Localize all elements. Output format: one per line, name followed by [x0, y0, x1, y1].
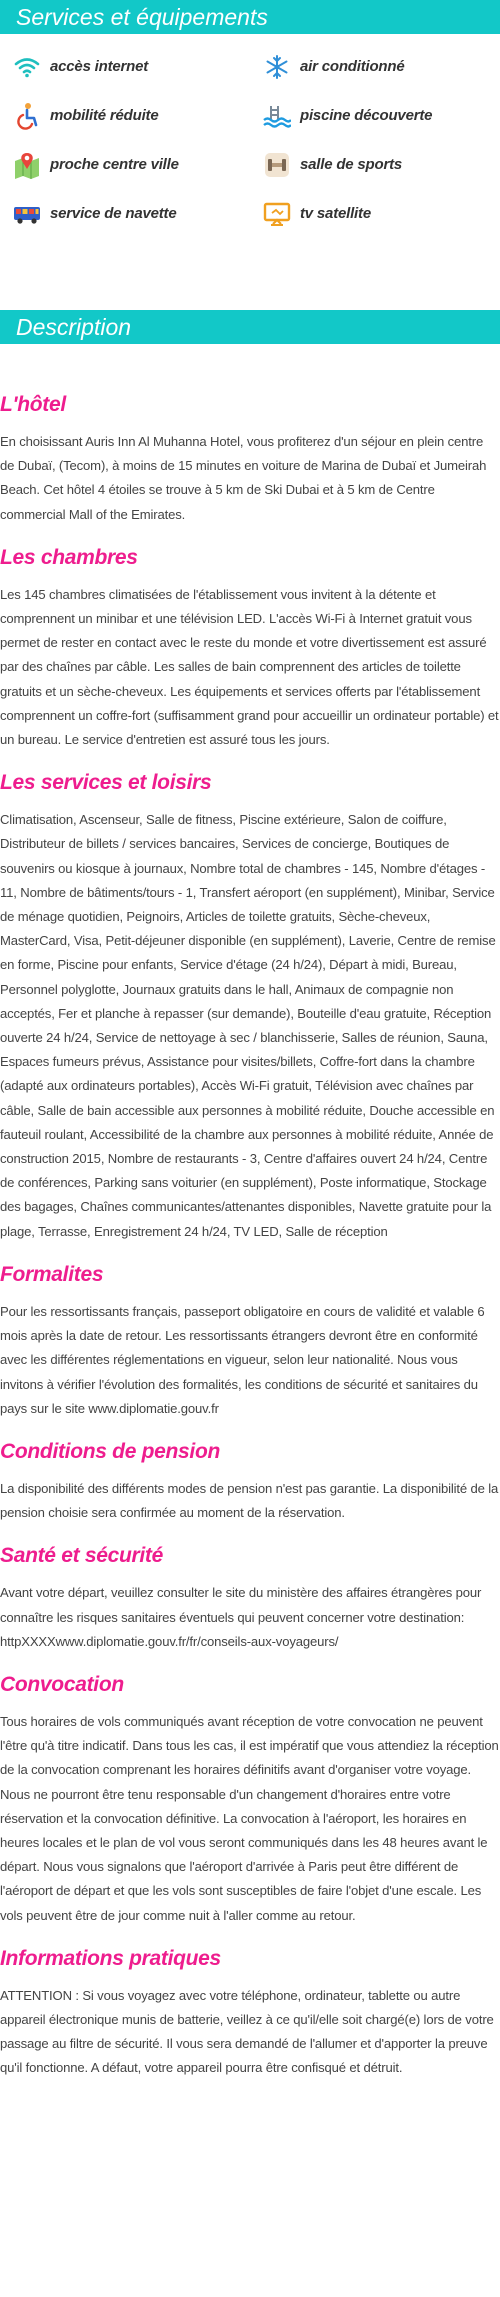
service-item-air-conditioning [250, 42, 500, 91]
gym-icon [262, 150, 292, 180]
wifi-icon [12, 52, 42, 82]
service-item-gym [250, 140, 500, 189]
service-label: mobilité réduite [50, 107, 159, 124]
description-body [0, 392, 500, 2081]
section-heading-health-safety: Santé et sécurité [0, 1544, 163, 1568]
section-text-services-leisure: Climatisation, Ascenseur, Salle de fitness, Piscine extérieure, Salon de coiffure, Distributeur de billets / services bancaires, Services de concierge, Boutiques de souvenirs ou kiosque à journaux, Nombre total de chambres - 145, Nombre d'étages - 11, Nombre de bâtiments/tours - 1, Transfert aéroport (en supplément), Minibar, Service de ménage quotidien, Peignoirs, Articles de toilette gratuits, Sèche-cheveux, MasterCard, Visa, Petit-déjeuner disponible (en supplément), Laverie, Centre de remise en forme, Piscine pour enfants, Service d'étage (24 h/24), Départ à midi, Bureau, Personnel polyglotte, Journaux gratuits dans le hall, Animaux de compagnie non acceptés, Fer et planche à repasser (sur demande), Bouteille d'eau gratuite, Réception ouverte 24 h/24, Service de nettoyage à sec / blanchisserie, Salles de réunion, Sauna, Espaces fumeurs prévus, Assistance pour visites/billets, Coffre-fort dans la chambre (adapté aux ordinateurs portables), Accès Wi-Fi gratuit, Télévision avec chaînes par câble, Salle de bain accessible aux personnes à mobilité réduite, Douche accessible en fauteuil roulant, Accessibilité de la chambre aux personnes à mobilité réduite, Année de construction 2015, Nombre de restaurants - 3, Centre d'affaires ouvert 24 h/24, Centre de conférences, Parking sans voiturier (en supplément), Poste informatique, Stockage des bagages, Chaînes communicantes/attenantes disponibles, Navette gratuite pour la plage, Terrasse, Enregistrement 24 h/24, TV LED, Salle de réception [0, 812, 496, 1239]
wheelchair-icon [12, 101, 42, 131]
service-label: accès internet [50, 58, 149, 75]
service-label: tv satellite [300, 205, 371, 222]
section-text-formalities: Pour les ressortissants français, passeport obligatoire en cours de validité et valable 6 mois après la date de retour. Les ressortissants étrangers devront être en conformité avec les différentes réglementations en vigueur, selon leur nationalité. Nous vous invitons à vérifier l'évolution des formalités, les conditions de sécurité et sanitaires du pays sur le site www.diplomatie.gouv.fr [0, 1303, 485, 1416]
description-section-title: Description [0, 310, 500, 344]
service-item-shuttle [0, 189, 250, 238]
snowflake-icon [262, 52, 292, 82]
section-heading-practical-info: Informations pratiques [0, 1946, 221, 1970]
section-text-convocation: Tous horaires de vols communiqués avant réception de votre convocation ne peuvent l'être qu'à titre indicatif. Dans tous les cas, il est impératif que vous attendiez la réception de la convocation comprenant les horaires définitifs avant d'organiser votre voyage. Nous ne pourront être tenu responsable d'un changement d'horaires entre votre réservation et la convocation définitive. La convocation à l'aéroport, les horaires en heures locales et le plan de vol vous seront communiqués dans les 48 heures avant le départ. Nous vous signalons que l'aéroport d'arrivée à Paris peut être différent de l'aéroport de départ et que les vols sont susceptibles de faire l'objet d'une escale. Les vols peuvent être de jour comme nuit à l'aller comme au retour. [0, 1713, 499, 1923]
service-item-city-center [0, 140, 250, 189]
service-item-reduced-mobility [0, 91, 250, 140]
section-heading-formalities: Formalites [0, 1262, 104, 1286]
section-heading-services-leisure: Les services et loisirs [0, 771, 212, 795]
section-text-health-safety: Avant votre départ, veuillez consulter le site du ministère des affaires étrangères pour connaître les risques sanitaires éventuels qui peuvent concerner votre destination: httpXXXXwww.diplomatie.gouv.fr/fr/conseils-aux-voyageurs/ [0, 1585, 482, 1649]
section-heading-convocation: Convocation [0, 1672, 124, 1696]
services-section-title: Services et équipements [0, 0, 500, 34]
services-grid [0, 34, 500, 238]
service-label: air conditionné [300, 58, 405, 75]
section-heading-hotel: L'hôtel [0, 393, 66, 416]
service-label: service de navette [50, 205, 177, 222]
section-heading-rooms: Les chambres [0, 545, 138, 569]
service-label: proche centre ville [50, 156, 179, 173]
tv-icon [262, 199, 292, 229]
shuttle-bus-icon [12, 199, 42, 229]
city-map-icon [12, 150, 42, 180]
section-text-hotel: En choisissant Auris Inn Al Muhanna Hotel, vous profiterez d'un séjour en plein centre de Dubaï, (Tecom), à moins de 15 minutes en voiture de Marina de Dubaï et Jumeirah Beach. Cet hôtel 4 étoiles se trouve à 5 km de Ski Dubai et à 5 km de Centre commercial Mall of the Emirates. [0, 434, 487, 522]
service-item-satellite-tv [250, 189, 500, 238]
section-text-rooms: Les 145 chambres climatisées de l'établissement vous invitent à la détente et comprennent un minibar et une télévision LED. L'accès Wi-Fi à Internet gratuit vous permet de rester en contact avec le reste du monde et votre divertissement est assuré par des chaînes par câble. Les salles de bain comprennent des articles de toilette gratuits et un sèche-cheveux. Les équipements et services offerts par l'établissement comprennent un coffre-fort (suffisamment grand pour accueillir un ordinateur portable) et un bureau. Le service d'entretien est assuré tous les jours. [0, 586, 499, 748]
section-text-practical-info: ATTENTION : Si vous voyagez avec votre téléphone, ordinateur, tablette ou autre appareil électronique munis de batterie, veillez à ce qu'il/elle soit chargé(e) lors de votre passage au filtre de sécurité. Il vous sera demandé de l'allumer et d'apporter la preuve qu'il fonctionne. A défaut, votre appareil pourra être confisqué et détruit. [0, 1987, 494, 2076]
service-item-internet [0, 42, 250, 91]
service-label: salle de sports [300, 156, 403, 173]
service-label: piscine découverte [300, 107, 433, 124]
pool-icon [262, 101, 292, 131]
service-item-outdoor-pool [250, 91, 500, 140]
section-text-board-conditions: La disponibilité des différents modes de pension n'est pas garantie. La disponibilité de la pension choisie sera confirmée au moment de la réservation. [0, 1480, 499, 1521]
section-heading-board-conditions: Conditions de pension [0, 1439, 221, 1463]
